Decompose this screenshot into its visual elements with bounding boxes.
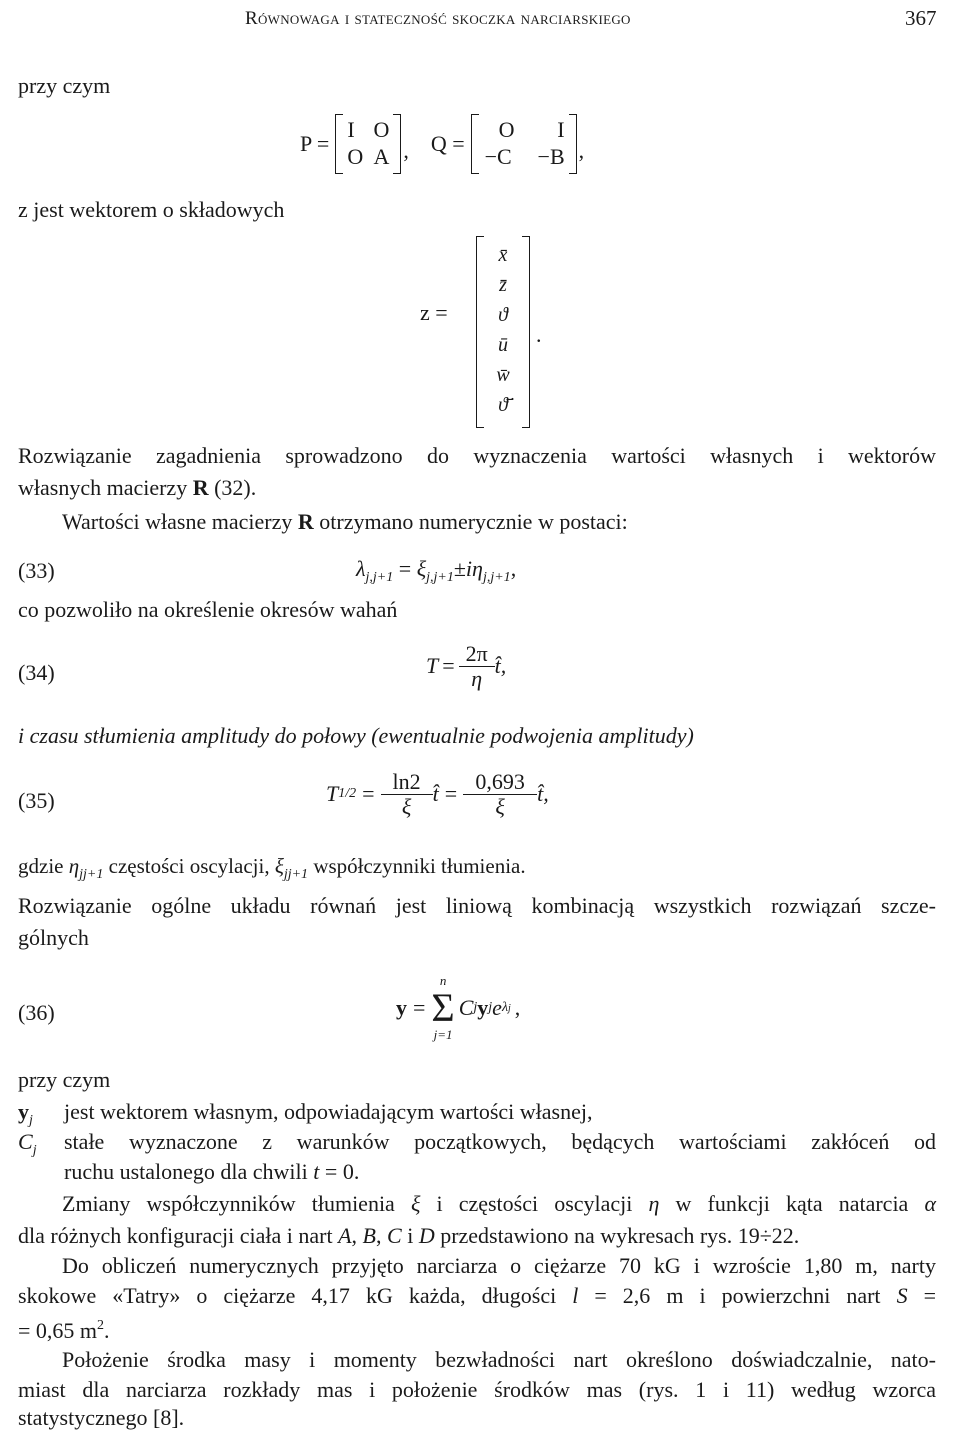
page-number: 367 xyxy=(905,6,937,30)
text-z-jest-wektorem: z jest wektorem o składowych xyxy=(18,197,285,222)
equation-36-number: (36) xyxy=(18,1000,55,1025)
paragraph-2: Wartości własne macierzy R otrzymano numerycznie w postaci: xyxy=(62,509,628,534)
text-co-pozwolilo: co pozwoliło na określenie okresów wahań xyxy=(18,597,398,622)
paragraph-5-line-1: Do obliczeń numerycznych przyjęto narciarza o ciężarze 70 kG i wzroście 1,80 m, narty xyxy=(62,1253,936,1278)
P-label: P = xyxy=(300,131,330,156)
equation-36: y = n Σ j=1 C j y j e λ j , xyxy=(396,973,521,1042)
definition-yj-text: jest wektorem własnym, odpowiadającym wartości własnej, xyxy=(64,1099,593,1124)
paragraph-1-line-1: Rozwiązanie zagadnienia sprowadzono do wyznaczenia wartości własnych i wektorów xyxy=(18,443,936,468)
text-i-czasu: i czasu stłumienia amplitudy do połowy (ewentualnie podwojenia amplitudy) xyxy=(18,723,694,748)
Q-label: Q = xyxy=(430,131,465,156)
paragraph-6-line-3: statystycznego [8]. xyxy=(18,1405,185,1430)
equation-34: T = $\frac{2\pi}{\eta}$ t̂, xyxy=(426,640,507,691)
paragraph-5-line-3: = 0,65 $m^2$. xyxy=(18,1318,110,1343)
z-label: z = xyxy=(420,300,448,325)
equation-33-number: (33) xyxy=(18,558,55,583)
paragraph-4-line-1: Zmiany współczynników tłumienia ξ i częstości oscylacji η w funkcji kąta natarcia α xyxy=(62,1191,936,1216)
paragraph-3-line-2: gólnych xyxy=(18,925,89,950)
text-gdzie: gdzie $\eta_{jj+1}$ częstości oscylacji, $\xi_{jj+1}$ współczynniki tłumienia. xyxy=(18,854,526,882)
vector-z: x̄ z̄ ϑ ū w̄ ϑ̄̇ xyxy=(476,236,530,428)
matrix-P-equation: P = I O O A , Q = O I −C −B , xyxy=(300,112,584,176)
definition-Cj: $C_j$ xyxy=(18,1129,37,1158)
paragraph-6-line-1: Położenie środka masy i momenty bezwładności nart określono doświadczalnie, nato- xyxy=(62,1347,936,1372)
equation-35: T 1/2 = $\frac{\ln 2}{\xi}$ t̂ = $\frac{0,693}{\xi}$ t̂, xyxy=(326,768,549,819)
paragraph-6-line-2: miast dla narciarza rozkłady mas i położenie środków mas (rys. 1 i 11) według wzorca xyxy=(18,1377,936,1402)
text-przy-czym-2: przy czym xyxy=(18,1067,111,1092)
paragraph-3-line-1: Rozwiązanie ogólne układu równań jest liniową kombinacją wszystkich rozwiązań szcze- xyxy=(18,893,936,918)
definition-Cj-text-2: ruchu ustalonego dla chwili t = 0. xyxy=(64,1159,360,1184)
definition-yj: $y_j$ xyxy=(18,1099,33,1128)
matrix-Q: O I −C −B xyxy=(471,114,577,174)
paragraph-1-line-2: własnych macierzy R (32). xyxy=(18,475,257,500)
paragraph-4-line-2: dla różnych konfiguracji ciała i nart A, B, C i D przedstawiono na wykresach rys. 19÷22. xyxy=(18,1223,800,1248)
definition-Cj-text: stałe wyznaczone z warunków początkowych, będących wartościami zakłóceń od xyxy=(64,1129,936,1154)
equation-33: $\lambda_{j,j+1} = \xi_{j,j+1}\pm i\eta_{j,j+1}$, xyxy=(356,556,517,585)
paragraph-5-line-2: skokowe «Tatry» o ciężarze 4,17 kG każda, długości l = 2,6 m i powierzchni nart S = xyxy=(18,1283,936,1308)
text-przy-czym: przy czym xyxy=(18,73,111,98)
equation-35-number: (35) xyxy=(18,788,55,813)
matrix-P: I O O A xyxy=(335,114,401,174)
running-header-title: Równowaga i stateczność skoczka narciarskiego xyxy=(245,8,631,29)
equation-34-number: (34) xyxy=(18,660,55,685)
